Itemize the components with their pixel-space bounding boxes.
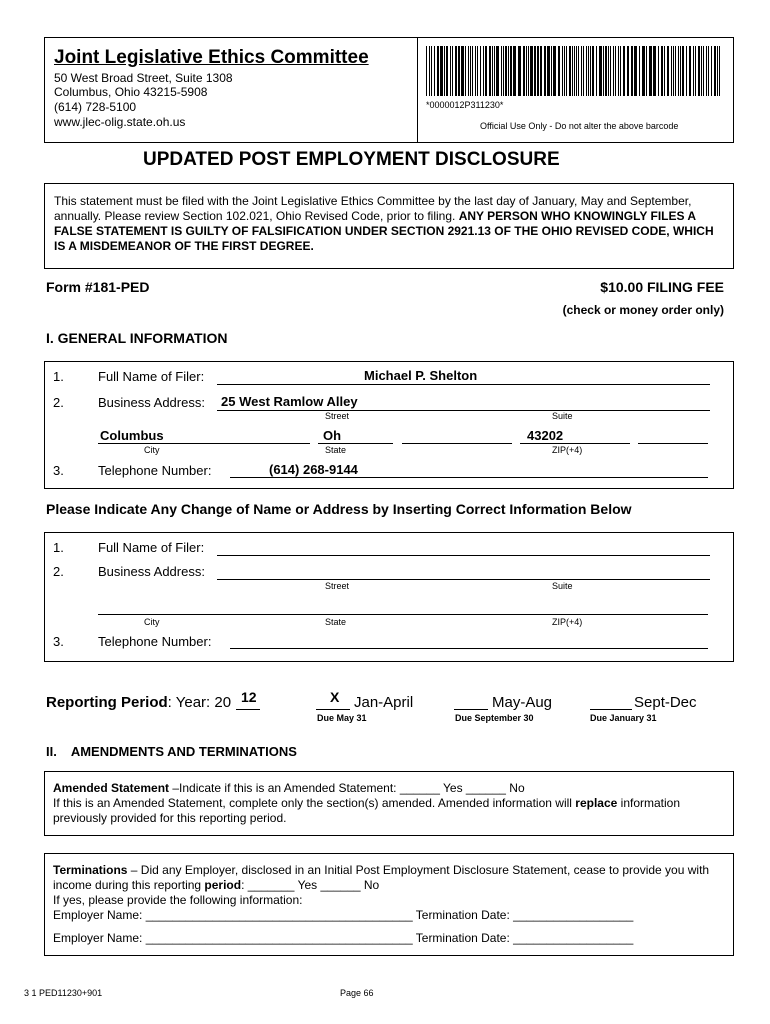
notice-bold: ANY PERSON WHO KNOWINGLY FILES A FALSE STATEMENT IS GUILTY OF FALSIFICATION UNDER SECTION 2921.13 OF THE OHIO REVISED CODE, WHICH IS A MISDEMEANOR OF THE FIRST DEGREE. bbox=[54, 209, 714, 253]
change-item2-label: Business Address: bbox=[98, 564, 205, 579]
barcode-bar bbox=[664, 46, 665, 96]
filing-fee: $10.00 FILING FEE bbox=[600, 279, 724, 295]
barcode-bar bbox=[574, 46, 575, 96]
barcode-bar bbox=[513, 46, 516, 96]
barcode-bar bbox=[505, 46, 507, 96]
barcode-bar bbox=[576, 46, 577, 96]
amended-title: Amended Statement bbox=[53, 781, 170, 795]
barcode-bar bbox=[646, 46, 647, 96]
barcode-bar bbox=[477, 46, 478, 96]
barcode-bar bbox=[653, 46, 656, 96]
barcode-bar bbox=[642, 46, 645, 96]
change-item2-num: 2. bbox=[53, 564, 64, 579]
amended-text: –Indicate if this is an Amended Statement: ______ Yes ______ No bbox=[169, 781, 525, 795]
barcode-bar bbox=[714, 46, 716, 96]
change-telephone-line[interactable] bbox=[230, 648, 708, 649]
barcode-bar bbox=[623, 46, 625, 96]
opt2-due: Due September 30 bbox=[455, 713, 534, 723]
barcode-bar bbox=[480, 46, 481, 96]
extra-line[interactable] bbox=[402, 443, 512, 444]
barcode-bar bbox=[526, 46, 527, 96]
barcode-bar bbox=[678, 46, 679, 96]
section2-title: AMENDMENTS AND TERMINATIONS bbox=[70, 744, 297, 759]
barcode-bar bbox=[661, 46, 663, 96]
barcode-bar bbox=[711, 46, 712, 96]
barcode-bar bbox=[693, 46, 694, 96]
barcode-bar bbox=[483, 46, 484, 96]
city-value: Columbus bbox=[100, 428, 164, 443]
opt1-mark: X bbox=[330, 689, 340, 705]
term-line3: If yes, please provide the following information: bbox=[53, 893, 303, 907]
item1-num: 1. bbox=[53, 369, 64, 384]
barcode bbox=[424, 46, 724, 96]
barcode-bar bbox=[429, 46, 430, 96]
barcode-bar bbox=[501, 46, 502, 96]
barcode-bar bbox=[523, 46, 525, 96]
barcode-bar bbox=[440, 46, 443, 96]
opt2-label: May-Aug bbox=[492, 694, 553, 711]
barcode-bar bbox=[583, 46, 584, 96]
barcode-bar bbox=[586, 46, 587, 96]
barcode-bar bbox=[703, 46, 704, 96]
barcode-bar bbox=[503, 46, 504, 96]
address-line2: Columbus, Ohio 43215-5908 bbox=[54, 85, 208, 99]
barcode-bar bbox=[437, 46, 439, 96]
barcode-note: Official Use Only - Do not alter the above barcode bbox=[480, 121, 679, 131]
barcode-bar bbox=[649, 46, 652, 96]
barcode-bar bbox=[631, 46, 633, 96]
opt3-due: Due January 31 bbox=[590, 713, 657, 723]
barcode-bar bbox=[610, 46, 611, 96]
barcode-bar bbox=[627, 46, 629, 96]
barcode-bar bbox=[540, 46, 542, 96]
barcode-bar bbox=[458, 46, 460, 96]
barcode-bar bbox=[553, 46, 556, 96]
change-item1-label: Full Name of Filer: bbox=[98, 540, 205, 555]
opt3-line[interactable] bbox=[590, 709, 632, 710]
change-item3-num: 3. bbox=[53, 634, 64, 649]
barcode-bar bbox=[537, 46, 539, 96]
barcode-bar bbox=[558, 46, 560, 96]
notice-plain: This statement must be filed with the Joint Legislative Ethics Committee by the last day of January, May and September, annually. Please review Section 102.021, Ohio Revised Code, prior to filing. bbox=[54, 194, 692, 223]
barcode-bar bbox=[534, 46, 536, 96]
page-title: UPDATED POST EMPLOYMENT DISCLOSURE bbox=[143, 149, 560, 170]
amended-box bbox=[44, 771, 734, 836]
suite-caption: Suite bbox=[552, 411, 573, 421]
barcode-bar bbox=[590, 46, 591, 96]
barcode-bar bbox=[701, 46, 702, 96]
change-city-line[interactable] bbox=[98, 614, 708, 615]
change-suite-caption: Suite bbox=[552, 581, 573, 591]
barcode-bar bbox=[615, 46, 616, 96]
barcode-bar bbox=[426, 46, 427, 96]
barcode-bar bbox=[569, 46, 571, 96]
term-text2: : _______ Yes ______ No bbox=[241, 878, 380, 892]
opt1-due: Due May 31 bbox=[317, 713, 367, 723]
barcode-bar bbox=[444, 46, 445, 96]
barcode-bar bbox=[465, 46, 466, 96]
opt1-label: Jan-April bbox=[354, 694, 414, 711]
term-bold: period bbox=[204, 878, 242, 892]
change-city-caption: City bbox=[144, 617, 160, 627]
reporting-period-label: Reporting Period bbox=[46, 694, 168, 711]
barcode-bar bbox=[588, 46, 589, 96]
barcode-bar bbox=[620, 46, 621, 96]
barcode-bar bbox=[508, 46, 509, 96]
barcode-bar bbox=[599, 46, 602, 96]
street-value: 25 West Ramlow Alley bbox=[221, 394, 358, 409]
barcode-bar bbox=[686, 46, 687, 96]
barcode-bar bbox=[675, 46, 676, 96]
barcode-bar bbox=[639, 46, 640, 96]
barcode-bar bbox=[518, 46, 521, 96]
year-value: 12 bbox=[241, 689, 257, 705]
change-street-line[interactable] bbox=[217, 579, 710, 580]
barcode-bar bbox=[562, 46, 563, 96]
item2-label: Business Address: bbox=[98, 395, 205, 410]
barcode-bar bbox=[472, 46, 473, 96]
barcode-bar bbox=[581, 46, 582, 96]
barcode-bar bbox=[608, 46, 609, 96]
barcode-bar bbox=[455, 46, 457, 96]
term-text1: – Did any Employer, disclosed in an Initial Post Employment Disclosure Statement, cease to provide you with income during this reporting bbox=[53, 863, 710, 892]
barcode-text: *0000012P311230* bbox=[426, 100, 504, 110]
city-caption: City bbox=[144, 445, 160, 455]
state-line[interactable] bbox=[318, 443, 393, 444]
barcode-bar bbox=[698, 46, 700, 96]
state-value: Oh bbox=[323, 428, 342, 443]
opt1-line[interactable] bbox=[316, 709, 350, 710]
barcode-bar bbox=[470, 46, 471, 96]
reporting-period bbox=[46, 694, 231, 711]
zip-value: 43202 bbox=[527, 428, 564, 443]
barcode-bar bbox=[680, 46, 681, 96]
street-caption: Street bbox=[325, 411, 350, 421]
barcode-bar bbox=[452, 46, 453, 96]
barcode-bar bbox=[530, 46, 533, 96]
barcode-bar bbox=[667, 46, 669, 96]
barcode-bar bbox=[605, 46, 607, 96]
barcode-bar bbox=[682, 46, 684, 96]
barcode-bar bbox=[446, 46, 448, 96]
barcode-bar bbox=[673, 46, 674, 96]
change-state-caption: State bbox=[325, 617, 347, 627]
employer-line2[interactable]: Employer Name: ________________________________________ Termination Date: __________________ bbox=[53, 931, 634, 945]
amended-line2-b: information previously provided for this reporting period. bbox=[53, 796, 681, 825]
city-line[interactable] bbox=[98, 443, 310, 444]
barcode-bar bbox=[544, 46, 546, 96]
street-line[interactable] bbox=[217, 410, 710, 411]
committee-name: Joint Legislative Ethics Committee bbox=[54, 47, 369, 68]
barcode-bar bbox=[592, 46, 594, 96]
opt2-line[interactable] bbox=[454, 709, 488, 710]
barcode-bar bbox=[596, 46, 597, 96]
state-caption: State bbox=[325, 445, 347, 455]
barcode-bar bbox=[434, 46, 435, 96]
barcode-bar bbox=[551, 46, 552, 96]
barcode-bar bbox=[431, 46, 432, 96]
barcode-bar bbox=[572, 46, 573, 96]
address-line1: 50 West Broad Street, Suite 1308 bbox=[54, 71, 233, 85]
barcode-bar bbox=[468, 46, 469, 96]
barcode-bar bbox=[706, 46, 707, 96]
barcode-bar bbox=[695, 46, 696, 96]
change-item3-label: Telephone Number: bbox=[98, 634, 212, 649]
barcode-bar bbox=[578, 46, 579, 96]
barcode-bar bbox=[547, 46, 550, 96]
full-name-value: Michael P. Shelton bbox=[364, 368, 478, 383]
barcode-bar bbox=[634, 46, 637, 96]
item1-label: Full Name of Filer: bbox=[98, 369, 205, 384]
barcode-bar bbox=[658, 46, 659, 96]
barcode-bar bbox=[485, 46, 487, 96]
footer-code: 3 1 PED11230+901 bbox=[24, 988, 103, 998]
opt3-label: Sept-Dec bbox=[634, 694, 697, 711]
barcode-bar bbox=[719, 46, 720, 96]
form-number: Form #181-PED bbox=[46, 279, 150, 295]
barcode-bar bbox=[489, 46, 491, 96]
section1-heading: I. GENERAL INFORMATION bbox=[46, 330, 228, 346]
change-heading: Please Indicate Any Change of Name or Address by Inserting Correct Information Below bbox=[46, 501, 632, 517]
barcode-bar bbox=[496, 46, 499, 96]
page-number: Page 66 bbox=[340, 988, 374, 998]
barcode-bar bbox=[494, 46, 495, 96]
amended-line2-a: If this is an Amended Statement, complete only the section(s) amended. Amended information will bbox=[53, 796, 576, 810]
section2-num: II. bbox=[46, 744, 57, 759]
zip-line[interactable] bbox=[520, 443, 630, 444]
barcode-bar bbox=[613, 46, 614, 96]
zip-caption: ZIP(+4) bbox=[552, 445, 583, 455]
barcode-bar bbox=[689, 46, 691, 96]
terminations-box bbox=[44, 853, 734, 956]
barcode-bar bbox=[510, 46, 512, 96]
change-street-caption: Street bbox=[325, 581, 350, 591]
barcode-bar bbox=[671, 46, 672, 96]
barcode-bar bbox=[708, 46, 709, 96]
barcode-bar bbox=[492, 46, 493, 96]
amended-line2-bold: replace bbox=[575, 796, 618, 810]
term-title: Terminations bbox=[53, 863, 128, 877]
full-name-line[interactable] bbox=[217, 384, 710, 385]
barcode-bar bbox=[618, 46, 619, 96]
telephone-value: (614) 268-9144 bbox=[269, 462, 358, 477]
barcode-bar bbox=[603, 46, 604, 96]
change-item1-num: 1. bbox=[53, 540, 64, 555]
zip4-line[interactable] bbox=[638, 443, 708, 444]
barcode-bar bbox=[475, 46, 476, 96]
section2-heading bbox=[46, 744, 297, 759]
telephone-line[interactable] bbox=[230, 477, 708, 478]
notice-box bbox=[44, 183, 734, 269]
website: www.jlec-olig.state.oh.us bbox=[54, 115, 186, 129]
item2-num: 2. bbox=[53, 395, 64, 410]
reporting-year-prefix: : Year: 20 bbox=[167, 694, 232, 711]
phone: (614) 728-5100 bbox=[54, 100, 137, 114]
barcode-bar bbox=[564, 46, 565, 96]
barcode-bar bbox=[566, 46, 567, 96]
barcode-bar bbox=[528, 46, 529, 96]
barcode-bar bbox=[717, 46, 718, 96]
year-line[interactable] bbox=[236, 709, 260, 710]
barcode-bar bbox=[461, 46, 464, 96]
employer-line1[interactable]: Employer Name: ________________________________________ Termination Date: __________________ bbox=[53, 908, 634, 922]
barcode-bar bbox=[450, 46, 451, 96]
item3-label: Telephone Number: bbox=[98, 463, 212, 478]
change-zip-caption: ZIP(+4) bbox=[552, 617, 583, 627]
item3-num: 3. bbox=[53, 463, 64, 478]
change-name-line[interactable] bbox=[217, 555, 710, 556]
filing-fee-note: (check or money order only) bbox=[562, 303, 724, 317]
